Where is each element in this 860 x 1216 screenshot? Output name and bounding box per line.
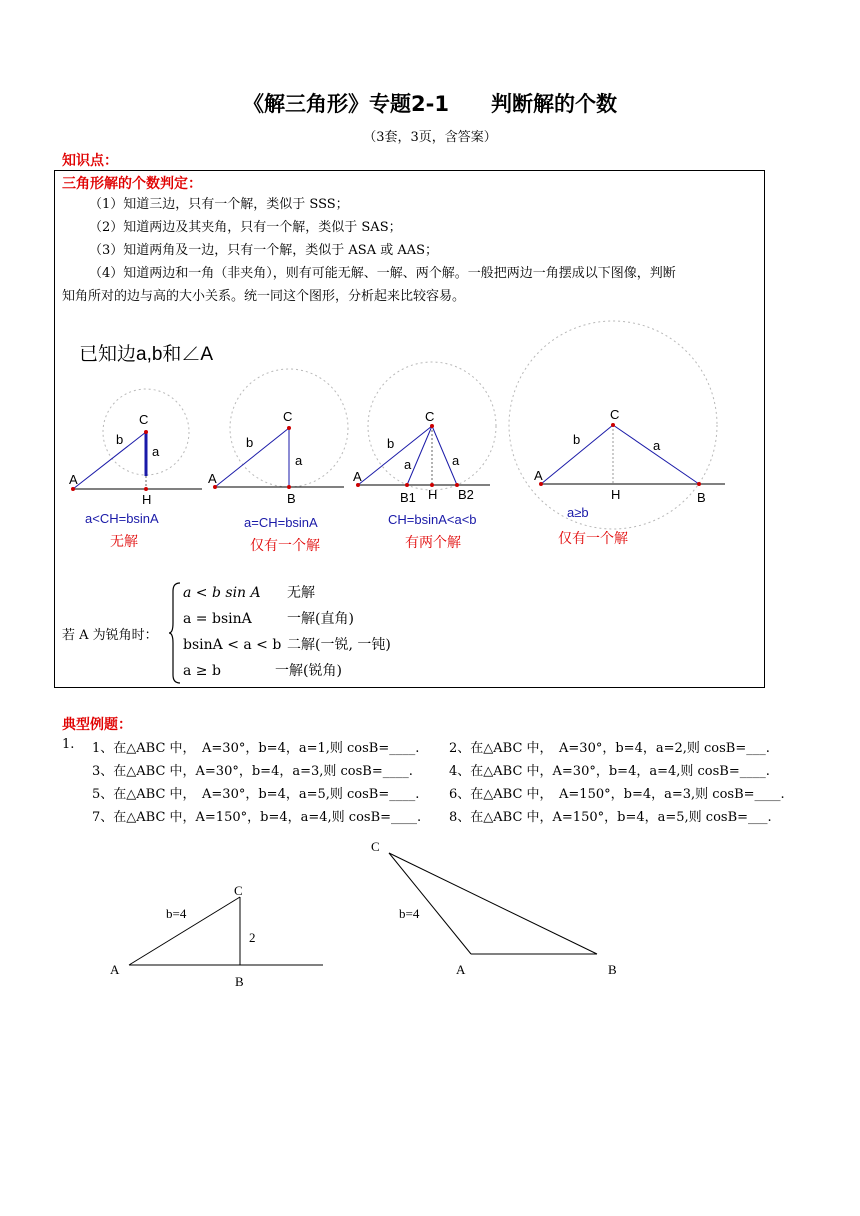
svg-text:C: C <box>139 412 149 427</box>
box-title: 三角形解的个数判定： <box>62 176 202 192</box>
example-8: 8、在△ABC 中，A=150°，b=4，a=5,则 cosB=___. <box>449 810 772 825</box>
diagram-left <box>110 883 323 989</box>
svg-text:C: C <box>371 839 380 854</box>
example-2: 2、在△ABC 中， A=30°，b=4，a=2,则 cosB=___. <box>449 741 770 756</box>
panel3-condition: CH=bsinA<a<b <box>388 512 477 527</box>
svg-text:H: H <box>611 487 621 502</box>
panel-one-solution-acute <box>509 321 725 546</box>
knowledge-item-2: （2）知道两边及其夹角，只有一个解，类似于 SAS； <box>89 220 402 235</box>
panel-no-solution <box>69 389 202 549</box>
svg-text:C: C <box>283 409 293 424</box>
four-case-figure <box>55 318 755 563</box>
svg-text:2: 2 <box>249 930 256 945</box>
svg-text:b: b <box>387 436 395 451</box>
svg-text:B: B <box>697 490 706 505</box>
svg-text:B: B <box>608 962 617 977</box>
svg-text:A: A <box>69 472 78 487</box>
knowledge-item-4-cont: 知角所对的边与高的大小关系。统一同这个图形，分析起来比较容易。 <box>62 289 466 304</box>
panel1-condition: a<CH=bsinA <box>85 511 159 526</box>
svg-text:A: A <box>534 468 543 483</box>
svg-text:b: b <box>246 435 254 450</box>
example-4: 4、在△ABC 中，A=30°，b=4，a=4,则 cosB=____. <box>449 764 770 779</box>
curly-brace <box>168 581 182 685</box>
knowledge-item-4: （4）知道两边和一角（非夹角），则有可能无解、一解、两个解。一般把两边一角摆成以下图像，判断 <box>89 266 676 281</box>
example-1: 1、在△ABC 中， A=30°，b=4，a=1,则 cosB=____. <box>92 741 420 756</box>
svg-text:a: a <box>152 444 160 459</box>
summary-row-2: a = bsinA 一解(直角) <box>183 611 354 627</box>
panel1-result: 无解 <box>110 533 138 549</box>
example-7: 7、在△ABC 中，A=150°，b=4，a=4,则 cosB=____. <box>92 810 422 825</box>
svg-text:H: H <box>142 492 152 507</box>
knowledge-item-1: （1）知道三边，只有一个解，类似于 SSS； <box>89 197 349 212</box>
svg-text:A: A <box>110 962 120 977</box>
panel-two-solutions <box>353 362 496 550</box>
svg-text:H: H <box>428 487 438 502</box>
svg-text:B2: B2 <box>458 487 474 502</box>
page-title: 《解三角形》专题2-1 判断解的个数 <box>243 92 617 116</box>
examples-label: 典型例题： <box>62 717 132 733</box>
panel4-result: 仅有一个解 <box>558 530 628 546</box>
svg-text:a: a <box>295 453 303 468</box>
svg-text:a: a <box>452 453 460 468</box>
knowledge-item-3: （3）知道两角及一边，只有一个解，类似于 ASA 或 AAS； <box>89 243 439 258</box>
summary-row-3: bsinA < a < b 二解(一锐, 一钝) <box>183 637 391 653</box>
svg-text:b=4: b=4 <box>166 906 187 921</box>
summary-prefix: 若 A 为锐角时： <box>62 628 158 643</box>
summary-row-1: a < b sin A 无解 <box>183 585 315 601</box>
svg-text:a: a <box>404 457 412 472</box>
svg-text:C: C <box>610 407 620 422</box>
panel-one-solution-right <box>208 369 348 553</box>
examples-number: 1. <box>62 737 75 752</box>
knowledge-label: 知识点： <box>62 153 118 169</box>
example-5: 5、在△ABC 中， A=30°，b=4，a=5,则 cosB=____. <box>92 787 420 802</box>
svg-text:b: b <box>116 432 124 447</box>
example-6: 6、在△ABC 中， A=150°，b=4，a=3,则 cosB=____. <box>449 787 785 802</box>
svg-text:C: C <box>234 883 243 898</box>
example-diagrams <box>100 835 640 1000</box>
diagram-right <box>371 839 617 977</box>
panel4-condition: a≥b <box>567 505 589 520</box>
svg-text:A: A <box>456 962 466 977</box>
figure-heading: 已知边a,b和∠A <box>79 344 214 365</box>
svg-text:a: a <box>653 438 661 453</box>
svg-text:b: b <box>573 432 581 447</box>
panel2-result: 仅有一个解 <box>250 537 320 553</box>
svg-text:b=4: b=4 <box>399 906 420 921</box>
page-subtitle: （3套，3页，含答案） <box>363 130 497 145</box>
panel2-condition: a=CH=bsinA <box>244 515 318 530</box>
summary-row-4: a ≥ b 一解(锐角) <box>183 663 342 679</box>
svg-text:A: A <box>208 471 217 486</box>
svg-text:B: B <box>287 491 296 506</box>
example-3: 3、在△ABC 中，A=30°，b=4，a=3,则 cosB=____. <box>92 764 413 779</box>
svg-text:C: C <box>425 409 435 424</box>
svg-text:B: B <box>235 974 244 989</box>
svg-text:A: A <box>353 469 362 484</box>
svg-text:B1: B1 <box>400 490 416 505</box>
panel3-result: 有两个解 <box>405 534 461 550</box>
